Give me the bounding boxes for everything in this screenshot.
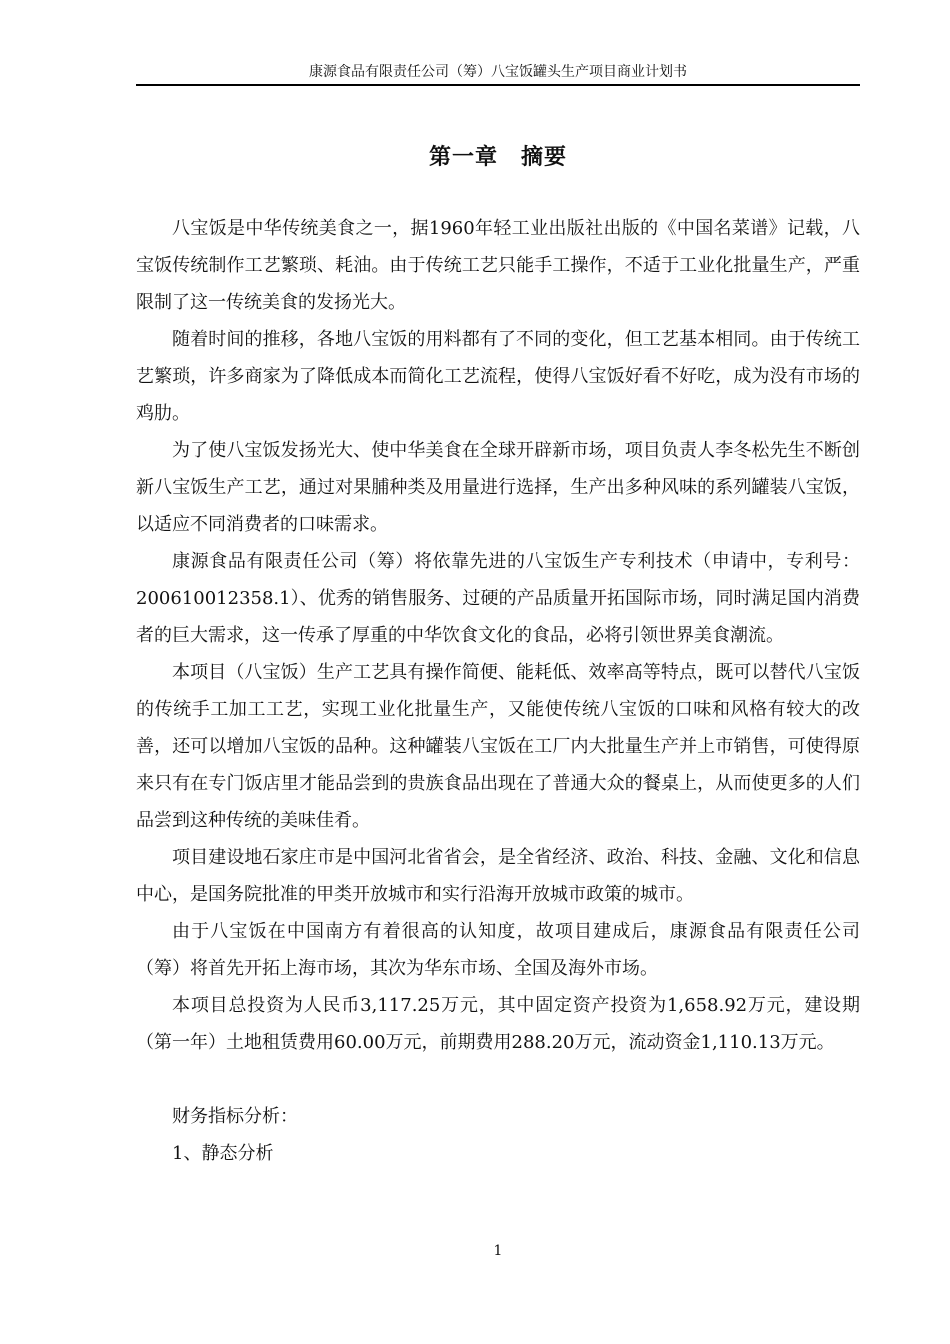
paragraph-intro: 八宝饭是中华传统美食之一，据1960年轻工业出版社出版的《中国名菜谱》记载，八宝饭传统制作工艺繁琐、耗油。由于传统工艺只能手工操作，不适于工业化批量生产，严重限制了这一传统美食的发扬光大。: [136, 218, 860, 313]
page-number: 1: [493, 1243, 503, 1259]
paragraph-investment: 本项目总投资为人民币3,117.25万元，其中固定资产投资为1,658.92万元，建设期（第一年）土地租赁费用60.00万元，前期费用288.20万元，流动资金1,110.13万元。: [136, 995, 860, 1053]
paragraph-history: 随着时间的推移，各地八宝饭的用料都有了不同的变化，但工艺基本相同。由于传统工艺繁琐，许多商家为了降低成本而简化工艺流程，使得八宝饭好看不好吃，成为没有市场的鸡肋。: [136, 329, 860, 424]
paragraph-patent: 康源食品有限责任公司（筹）将依靠先进的八宝饭生产专利技术（申请中，专利号：200610012358.1）、优秀的销售服务、过硬的产品质量开拓国际市场，同时满足国内消费者的巨大需求，这一传承了厚重的中华饮食文化的食品，必将引领世界美食潮流。: [136, 551, 860, 646]
paragraph-location: 项目建设地石家庄市是中国河北省省会，是全省经济、政治、科技、金融、文化和信息中心，是国务院批准的甲类开放城市和实行沿海开放城市政策的城市。: [136, 847, 860, 905]
paragraph-market: 由于八宝饭在中国南方有着很高的认知度，故项目建成后，康源食品有限责任公司（筹）将首先开拓上海市场，其次为华东市场、全国及海外市场。: [136, 921, 860, 979]
section-subheading: 1、静态分析: [172, 1143, 274, 1164]
paragraph-process: 本项目（八宝饭）生产工艺具有操作简便、能耗低、效率高等特点，既可以替代八宝饭的传统手工加工工艺，实现工业化批量生产，又能使传统八宝饭的口味和风格有较大的改善，还可以增加八宝饭的品种。这种罐装八宝饭在工厂内大批量生产并上市销售，可使得原来只有在专门饭店里才能品尝到的贵族食品出现在了普通大众的餐桌上，从而使更多的人们品尝到这种传统的美味佳肴。: [136, 662, 860, 831]
paragraph-innovation: 为了使八宝饭发扬光大、使中华美食在全球开辟新市场，项目负责人李冬松先生不断创新八宝饭生产工艺，通过对果脯种类及用量进行选择，生产出多种风味的系列罐装八宝饭，以适应不同消费者的口味需求。: [136, 440, 860, 535]
running-header: 康源食品有限责任公司（筹）八宝饭罐头生产项目商业计划书: [309, 64, 687, 80]
chapter-title: 第一章 摘要: [428, 144, 567, 170]
header-rule: [136, 84, 860, 86]
section-heading: 财务指标分析：: [172, 1106, 298, 1127]
body-text: [136, 210, 860, 1172]
paragraph-gap: [136, 1061, 860, 1098]
